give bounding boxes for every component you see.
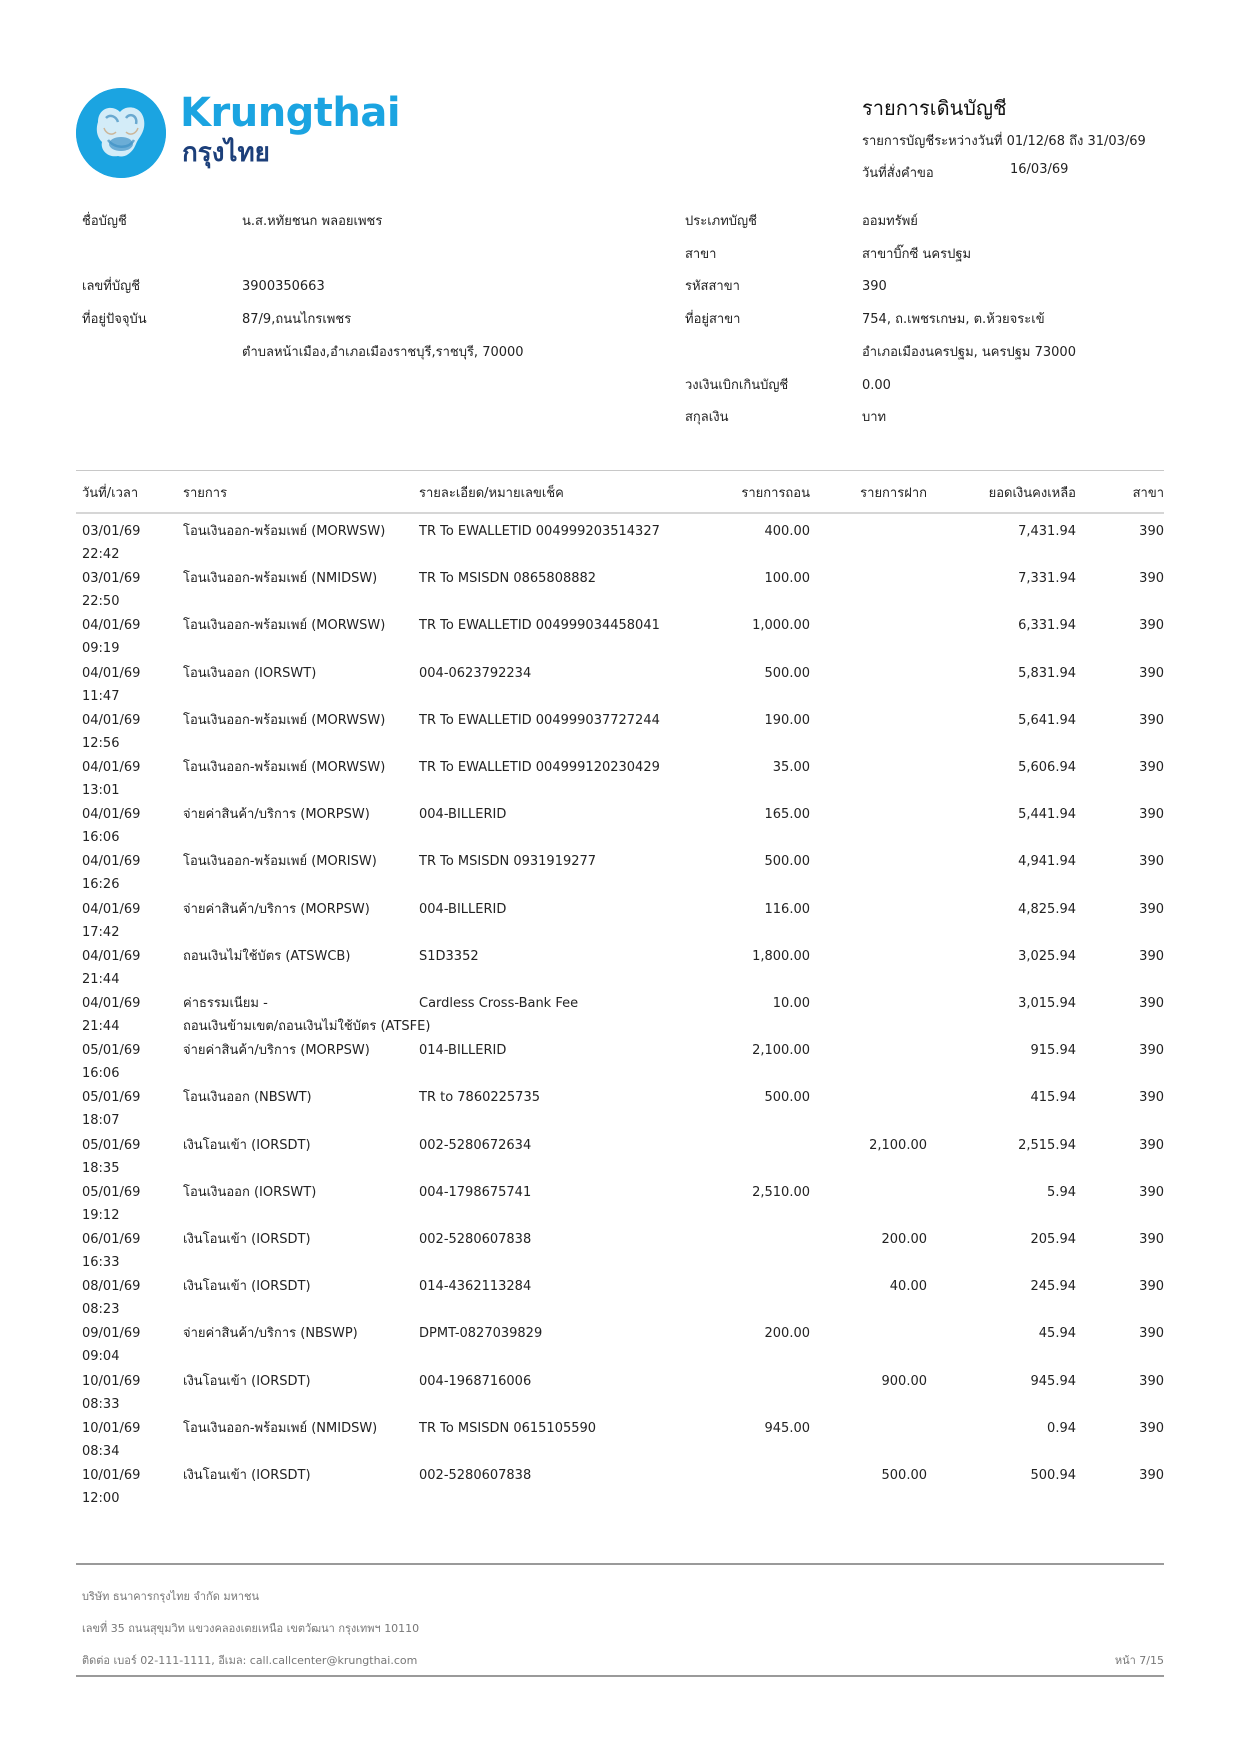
cell-detail: TR To EWALLETID 004999203514327: [419, 524, 660, 539]
cell-time: 21:44: [82, 1019, 120, 1034]
cell-withdrawal: 500.00: [764, 854, 810, 869]
krungthai-emblem-icon: [76, 88, 166, 178]
cell-balance: 5,641.94: [1018, 713, 1076, 728]
cell-description: โอนเงินออก (IORSWT): [183, 666, 317, 681]
cell-detail: 014-BILLERID: [419, 1043, 507, 1058]
footer-top-divider: [76, 1563, 1164, 1565]
cell-time: 17:42: [82, 925, 120, 940]
cell-withdrawal: 35.00: [772, 760, 810, 775]
cell-time: 16:06: [82, 830, 120, 845]
cell-detail: TR To MSISDN 0865808882: [419, 571, 597, 586]
cell-time: 12:56: [82, 736, 120, 751]
cell-balance: 5,606.94: [1018, 760, 1076, 775]
cell-deposit: 200.00: [881, 1232, 927, 1247]
column-header-branch: สาขา: [1132, 486, 1164, 501]
cell-withdrawal: 500.00: [764, 1090, 810, 1105]
cell-branch: 390: [1139, 1232, 1164, 1247]
cell-branch: 390: [1139, 1090, 1164, 1105]
column-header-deposit: รายการฝาก: [860, 486, 927, 501]
footer-bottom-divider: [76, 1675, 1164, 1677]
cell-description: โอนเงินออก-พร้อมเพย์ (MORWSW): [183, 713, 386, 728]
cell-description: เงินโอนเข้า (IORSDT): [183, 1232, 311, 1247]
overdraft-limit-value: 0.00: [862, 378, 891, 393]
cell-balance: 5.94: [1047, 1185, 1076, 1200]
document-title: รายการเดินบัญชี: [862, 96, 1007, 120]
cell-withdrawal: 10.00: [772, 996, 810, 1011]
cell-description: จ่ายค่าสินค้า/บริการ (MORPSW): [183, 902, 370, 917]
cell-balance: 0.94: [1047, 1421, 1076, 1436]
cell-date: 06/01/69: [82, 1232, 141, 1247]
cell-balance: 2,515.94: [1018, 1138, 1076, 1153]
cell-detail: 004-BILLERID: [419, 902, 507, 917]
cell-date: 03/01/69: [82, 571, 141, 586]
currency-label: สกุลเงิน: [685, 410, 729, 425]
cell-branch: 390: [1139, 571, 1164, 586]
cell-date: 03/01/69: [82, 524, 141, 539]
cell-balance: 245.94: [1030, 1279, 1076, 1294]
cell-description: โอนเงินออก-พร้อมเพย์ (MORISW): [183, 854, 377, 869]
cell-branch: 390: [1139, 1138, 1164, 1153]
cell-branch: 390: [1139, 1468, 1164, 1483]
cell-time: 19:12: [82, 1208, 120, 1223]
cell-time: 18:35: [82, 1161, 120, 1176]
cell-withdrawal: 190.00: [764, 713, 810, 728]
cell-date: 04/01/69: [82, 902, 141, 917]
cell-time: 08:23: [82, 1302, 120, 1317]
cell-description: เงินโอนเข้า (IORSDT): [183, 1138, 311, 1153]
cell-balance: 7,431.94: [1018, 524, 1076, 539]
cell-balance: 4,825.94: [1018, 902, 1076, 917]
cell-description: จ่ายค่าสินค้า/บริการ (MORPSW): [183, 807, 370, 822]
cell-withdrawal: 1,000.00: [752, 618, 810, 633]
cell-detail: 004-1798675741: [419, 1185, 532, 1200]
cell-branch: 390: [1139, 666, 1164, 681]
cell-detail: Cardless Cross-Bank Fee: [419, 996, 579, 1011]
cell-balance: 5,441.94: [1018, 807, 1076, 822]
branch-address-line2: อำเภอเมืองนครปฐม, นครปฐม 73000: [862, 345, 1076, 360]
currency-value: บาท: [862, 410, 887, 425]
bank-logo: [76, 86, 401, 182]
cell-branch: 390: [1139, 1043, 1164, 1058]
cell-date: 05/01/69: [82, 1043, 141, 1058]
logo-text-en: Krungthai: [180, 90, 401, 136]
cell-date: 04/01/69: [82, 618, 141, 633]
column-header-datetime: วันที่/เวลา: [82, 486, 139, 501]
cell-branch: 390: [1139, 1185, 1164, 1200]
cell-time: 22:42: [82, 547, 120, 562]
cell-withdrawal: 100.00: [764, 571, 810, 586]
cell-description: โอนเงินออก (NBSWT): [183, 1090, 312, 1105]
cell-date: 09/01/69: [82, 1326, 141, 1341]
statement-period: รายการบัญชีระหว่างวันที่ 01/12/68 ถึง 31/03/69: [862, 134, 1146, 149]
cell-date: 04/01/69: [82, 949, 141, 964]
cell-detail: TR To EWALLETID 004999034458041: [419, 618, 660, 633]
cell-description: เงินโอนเข้า (IORSDT): [183, 1374, 311, 1389]
cell-balance: 45.94: [1038, 1326, 1076, 1341]
request-date-value: 16/03/69: [1010, 162, 1069, 177]
cell-description: โอนเงินออก-พร้อมเพย์ (MORWSW): [183, 618, 386, 633]
cell-description: โอนเงินออก-พร้อมเพย์ (MORWSW): [183, 524, 386, 539]
cell-date: 04/01/69: [82, 760, 141, 775]
cell-branch: 390: [1139, 1279, 1164, 1294]
cell-date: 10/01/69: [82, 1421, 141, 1436]
cell-detail: 004-0623792234: [419, 666, 532, 681]
cell-time: 08:33: [82, 1397, 120, 1412]
cell-date: 08/01/69: [82, 1279, 141, 1294]
cell-detail: TR To MSISDN 0615105590: [419, 1421, 597, 1436]
account-type-label: ประเภทบัญชี: [685, 214, 757, 229]
footer-address: เลขที่ 35 ถนนสุขุมวิท แขวงคลองเตยเหนือ เขตวัฒนา กรุงเทพฯ 10110: [82, 1622, 420, 1635]
cell-deposit: 500.00: [881, 1468, 927, 1483]
cell-deposit: 900.00: [881, 1374, 927, 1389]
cell-balance: 915.94: [1030, 1043, 1076, 1058]
cell-balance: 500.94: [1030, 1468, 1076, 1483]
cell-date: 04/01/69: [82, 854, 141, 869]
footer-company: บริษัท ธนาคารกรุงไทย จำกัด มหาชน: [82, 1590, 259, 1603]
account-name-value: น.ส.หทัยชนก พลอยเพชร: [242, 214, 383, 229]
cell-description: เงินโอนเข้า (IORSDT): [183, 1468, 311, 1483]
current-address-line1: 87/9,ถนนไกรเพชร: [242, 312, 352, 327]
cell-balance: 4,941.94: [1018, 854, 1076, 869]
cell-balance: 7,331.94: [1018, 571, 1076, 586]
cell-time: 12:00: [82, 1491, 120, 1506]
table-top-divider: [76, 470, 1164, 471]
cell-detail: DPMT-0827039829: [419, 1326, 543, 1341]
cell-description: ถอนเงินไม่ใช้บัตร (ATSWCB): [183, 949, 351, 964]
cell-time: 11:47: [82, 689, 120, 704]
cell-detail: TR To EWALLETID 004999120230429: [419, 760, 660, 775]
cell-branch: 390: [1139, 996, 1164, 1011]
logo-text-th: กรุงไทย: [182, 138, 270, 168]
cell-detail: 002-5280607838: [419, 1232, 532, 1247]
cell-branch: 390: [1139, 1374, 1164, 1389]
page-number: หน้า 7/15: [1114, 1654, 1164, 1667]
current-address-label: ที่อยู่ปัจจุบัน: [82, 312, 147, 327]
branch-address-label: ที่อยู่สาขา: [685, 312, 741, 327]
cell-branch: 390: [1139, 807, 1164, 822]
cell-date: 05/01/69: [82, 1185, 141, 1200]
cell-withdrawal: 400.00: [764, 524, 810, 539]
cell-withdrawal: 116.00: [764, 902, 810, 917]
branch-code-value: 390: [862, 279, 887, 294]
cell-time: 21:44: [82, 972, 120, 987]
cell-time: 22:50: [82, 594, 120, 609]
cell-branch: 390: [1139, 854, 1164, 869]
cell-date: 04/01/69: [82, 807, 141, 822]
cell-withdrawal: 2,510.00: [752, 1185, 810, 1200]
cell-detail: 002-5280607838: [419, 1468, 532, 1483]
cell-withdrawal: 1,800.00: [752, 949, 810, 964]
cell-time: 08:34: [82, 1444, 120, 1459]
cell-detail: TR To EWALLETID 004999037727244: [419, 713, 660, 728]
cell-time: 16:33: [82, 1255, 120, 1270]
cell-description: โอนเงินออก (IORSWT): [183, 1185, 317, 1200]
cell-deposit: 2,100.00: [869, 1138, 927, 1153]
cell-balance: 6,331.94: [1018, 618, 1076, 633]
cell-branch: 390: [1139, 760, 1164, 775]
cell-detail: 002-5280672634: [419, 1138, 532, 1153]
cell-description: โอนเงินออก-พร้อมเพย์ (NMIDSW): [183, 571, 378, 586]
column-header-withdrawal: รายการถอน: [741, 486, 810, 501]
current-address-line2: ตำบลหน้าเมือง,อำเภอเมืองราชบุรี,ราชบุรี, 70000: [242, 345, 524, 360]
column-header-balance: ยอดเงินคงเหลือ: [988, 486, 1076, 501]
cell-balance: 3,025.94: [1018, 949, 1076, 964]
column-header-description: รายการ: [183, 486, 228, 501]
cell-date: 04/01/69: [82, 713, 141, 728]
cell-branch: 390: [1139, 524, 1164, 539]
cell-balance: 3,015.94: [1018, 996, 1076, 1011]
cell-date: 05/01/69: [82, 1138, 141, 1153]
overdraft-limit-label: วงเงินเบิกเกินบัญชี: [685, 378, 789, 393]
cell-withdrawal: 165.00: [764, 807, 810, 822]
cell-time: 16:06: [82, 1066, 120, 1081]
cell-withdrawal: 945.00: [764, 1421, 810, 1436]
account-name-label: ชื่อบัญชี: [82, 214, 127, 229]
cell-detail: TR To MSISDN 0931919277: [419, 854, 597, 869]
cell-date: 04/01/69: [82, 666, 141, 681]
request-date-label: วันที่สั่งคำขอ: [862, 166, 934, 181]
cell-branch: 390: [1139, 713, 1164, 728]
cell-balance: 5,831.94: [1018, 666, 1076, 681]
cell-time: 16:26: [82, 877, 120, 892]
cell-description: โอนเงินออก-พร้อมเพย์ (NMIDSW): [183, 1421, 378, 1436]
branch-code-label: รหัสสาขา: [685, 279, 740, 294]
cell-withdrawal: 2,100.00: [752, 1043, 810, 1058]
cell-time: 09:19: [82, 641, 120, 656]
cell-branch: 390: [1139, 1326, 1164, 1341]
cell-balance: 415.94: [1030, 1090, 1076, 1105]
cell-time: 13:01: [82, 783, 120, 798]
cell-time: 18:07: [82, 1113, 120, 1128]
cell-description: ค่าธรรมเนียม -: [183, 996, 268, 1011]
footer-contact: ติดต่อ เบอร์ 02-111-1111, อีเมล: call.callcenter@krungthai.com: [82, 1654, 418, 1667]
cell-description: จ่ายค่าสินค้า/บริการ (NBSWP): [183, 1326, 358, 1341]
cell-description-line2: ถอนเงินข้ามเขต/ถอนเงินไม่ใช้บัตร (ATSFE): [183, 1019, 431, 1034]
branch-label: สาขา: [685, 247, 717, 262]
branch-value: สาขาบิ๊กซี นครปฐม: [862, 247, 972, 262]
cell-detail: 004-BILLERID: [419, 807, 507, 822]
table-header-divider: [76, 512, 1164, 514]
cell-detail: 004-1968716006: [419, 1374, 532, 1389]
cell-withdrawal: 200.00: [764, 1326, 810, 1341]
cell-detail: TR to 7860225735: [419, 1090, 540, 1105]
cell-balance: 205.94: [1030, 1232, 1076, 1247]
cell-balance: 945.94: [1030, 1374, 1076, 1389]
column-header-detail: รายละเอียด/หมายเลขเช็ค: [419, 486, 564, 501]
cell-branch: 390: [1139, 618, 1164, 633]
cell-branch: 390: [1139, 1421, 1164, 1436]
cell-deposit: 40.00: [889, 1279, 927, 1294]
account-type-value: ออมทรัพย์: [862, 214, 918, 229]
cell-description: เงินโอนเข้า (IORSDT): [183, 1279, 311, 1294]
cell-detail: 014-4362113284: [419, 1279, 532, 1294]
cell-date: 10/01/69: [82, 1374, 141, 1389]
cell-date: 04/01/69: [82, 996, 141, 1011]
cell-detail: S1D3352: [419, 949, 479, 964]
cell-date: 10/01/69: [82, 1468, 141, 1483]
cell-branch: 390: [1139, 949, 1164, 964]
cell-description: โอนเงินออก-พร้อมเพย์ (MORWSW): [183, 760, 386, 775]
account-number-value: 3900350663: [242, 279, 325, 294]
cell-time: 09:04: [82, 1349, 120, 1364]
cell-description: จ่ายค่าสินค้า/บริการ (MORPSW): [183, 1043, 370, 1058]
account-number-label: เลขที่บัญชี: [82, 279, 141, 294]
cell-branch: 390: [1139, 902, 1164, 917]
cell-date: 05/01/69: [82, 1090, 141, 1105]
branch-address-line1: 754, ถ.เพชรเกษม, ต.ห้วยจระเข้: [862, 312, 1045, 327]
cell-withdrawal: 500.00: [764, 666, 810, 681]
